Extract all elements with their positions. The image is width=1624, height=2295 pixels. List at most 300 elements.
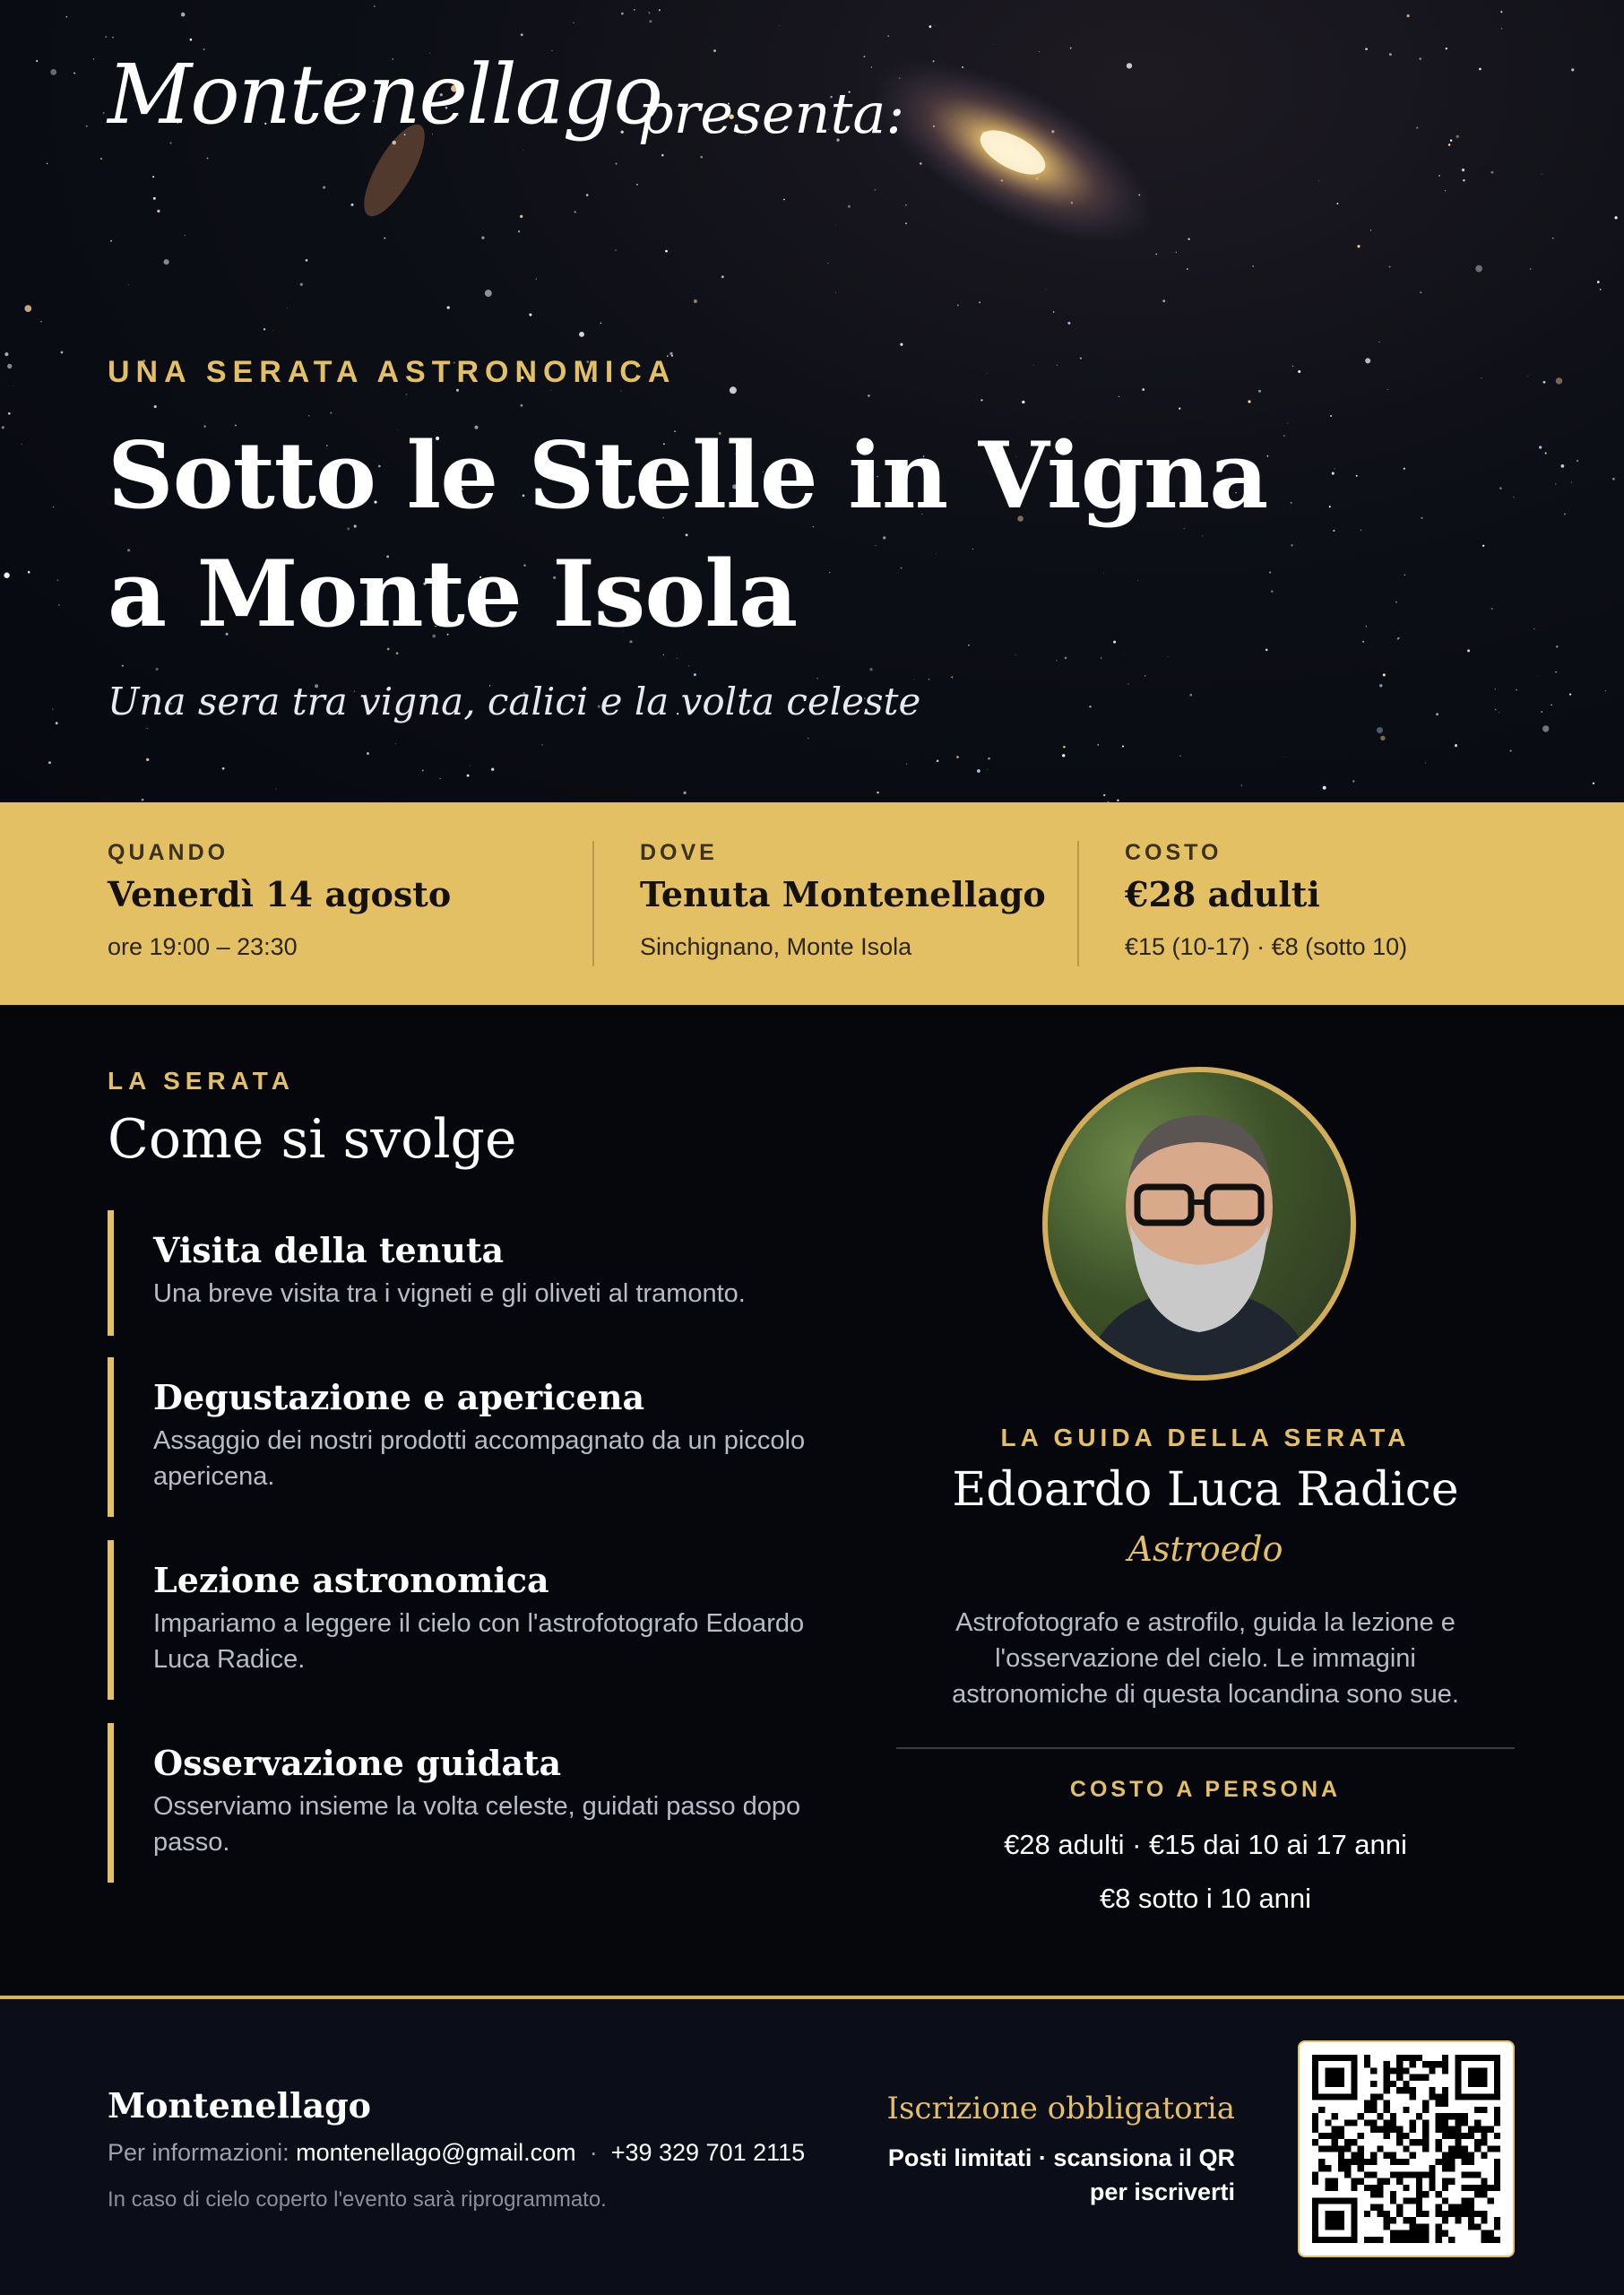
footer-brand: Montenellago (108, 2085, 371, 2126)
qr-module (1442, 2178, 1448, 2185)
qr-module (1442, 2061, 1448, 2067)
star (1499, 487, 1502, 489)
qr-module (1396, 2159, 1403, 2165)
star (1292, 366, 1293, 367)
qr-module (1364, 2185, 1370, 2191)
qr-module (1332, 2113, 1338, 2119)
star (447, 306, 450, 308)
qr-module (1384, 2152, 1390, 2159)
star (1336, 203, 1338, 204)
qr-module (1448, 2126, 1455, 2133)
qr-module (1396, 2133, 1403, 2139)
price-line: €8 sotto i 10 anni (1099, 1883, 1312, 1914)
qr-module (1416, 2237, 1422, 2243)
star (1561, 464, 1565, 468)
star (185, 235, 186, 236)
qr-module (1416, 2197, 1422, 2204)
star (1475, 265, 1482, 273)
qr-module (1338, 2165, 1344, 2171)
qr-module (1396, 2171, 1403, 2178)
guide-bio: Astrofotografo e astrofilo, guida la lezione e l'osservazione del cielo. Le immagini astronomiche di questa locandina sono sue. (952, 1608, 1459, 1709)
qr-module (1468, 2223, 1474, 2230)
star (440, 778, 441, 779)
info-detail: €15 (10-17) · €8 (sotto 10) (1125, 933, 1408, 960)
qr-module (1370, 2067, 1377, 2074)
qr-finder (1351, 2055, 1357, 2100)
star (60, 351, 63, 354)
star (491, 768, 494, 771)
star (1467, 649, 1470, 652)
step-description: Impariamo a leggere il cielo con l'astrofotografo Edoardo Luca Radice. (153, 1609, 805, 1674)
star (1555, 483, 1557, 485)
qr-module (1481, 2126, 1487, 2133)
info-label: DOVE (640, 840, 718, 865)
info-detail: ore 19:00 – 23:30 (108, 933, 298, 960)
star (979, 301, 980, 303)
qr-module (1370, 2119, 1377, 2126)
qr-module (1364, 2237, 1370, 2243)
event-title-line: Sotto le Stelle in Vigna (108, 422, 1268, 530)
star (222, 767, 225, 770)
qr-module (1384, 2217, 1390, 2223)
star (374, 5, 376, 7)
star (730, 386, 737, 394)
star (659, 9, 661, 11)
star (665, 250, 668, 253)
qr-module (1462, 2119, 1468, 2126)
star (1045, 289, 1046, 290)
star (621, 391, 622, 392)
qr-module (1312, 2113, 1318, 2119)
step-description: Assaggio dei nostri prodotti accompagnato da un piccolo apericena. (153, 1426, 806, 1491)
guide-alias: Astroedo (1127, 1529, 1283, 1569)
star (987, 769, 988, 770)
qr-module (1462, 2211, 1468, 2217)
qr-module (1488, 2197, 1494, 2204)
qr-module (1390, 2113, 1396, 2119)
info-value: €28 adulti (1125, 874, 1320, 914)
star (1420, 291, 1421, 293)
qr-module (1494, 2178, 1500, 2185)
star (276, 789, 277, 790)
qr-module (1455, 2217, 1461, 2223)
star (1425, 763, 1426, 764)
star (1318, 180, 1319, 181)
qr-finder (1312, 2093, 1358, 2100)
qr-module (1390, 2230, 1396, 2237)
qr-module (1442, 2159, 1448, 2165)
qr-module (1494, 2119, 1500, 2126)
qr-module (1429, 2061, 1435, 2067)
star (694, 673, 696, 676)
star (1545, 452, 1547, 454)
qr-module (1436, 2139, 1442, 2145)
qr-module (1318, 2133, 1325, 2139)
hero-section (0, 0, 1624, 802)
qr-finder (1455, 2055, 1461, 2100)
qr-module (1370, 2107, 1377, 2113)
star (621, 13, 624, 15)
qr-module (1377, 2178, 1383, 2185)
star (634, 9, 635, 11)
star (1298, 370, 1300, 373)
qr-module (1351, 2152, 1357, 2159)
star (1570, 481, 1572, 483)
star (1080, 357, 1082, 359)
qr-module (1332, 2145, 1338, 2152)
star (1057, 365, 1058, 366)
qr-module (1481, 2133, 1487, 2139)
star (48, 761, 51, 764)
star (1387, 389, 1388, 390)
star (1509, 749, 1511, 751)
star (1285, 757, 1286, 758)
registration-title: Iscrizione obbligatoria (886, 2091, 1235, 2126)
star (683, 792, 686, 794)
star (663, 654, 664, 655)
qr-module (1377, 2237, 1383, 2243)
star (1357, 245, 1360, 247)
qr-module (1481, 2230, 1487, 2237)
qr-module (1403, 2237, 1409, 2243)
qr-module (1468, 2126, 1474, 2133)
info-label: QUANDO (108, 840, 229, 865)
qr-module (1468, 2133, 1474, 2139)
step-title: Osservazione guidata (153, 1743, 562, 1783)
qr-module (1481, 2237, 1487, 2243)
qr-module (1384, 2107, 1390, 2113)
qr-module (1442, 2093, 1448, 2100)
star (1455, 744, 1457, 747)
qr-module (1377, 2093, 1383, 2100)
qr-module (1332, 2139, 1338, 2145)
qr-module (1364, 2061, 1370, 2067)
qr-module (1422, 2074, 1429, 2081)
qr-module (1422, 2171, 1429, 2178)
guide-portrait-icon (1048, 1072, 1351, 1375)
star (536, 278, 537, 279)
star (154, 405, 157, 408)
qr-module (1442, 2055, 1448, 2061)
info-label: COSTO (1125, 840, 1222, 865)
qr-module (1384, 2126, 1390, 2133)
qr-module (1494, 2165, 1500, 2171)
star (1168, 656, 1169, 657)
qr-module (1351, 2119, 1357, 2126)
info-detail: Sinchignano, Monte Isola (640, 933, 912, 960)
qr-module (1429, 2178, 1435, 2185)
star (1323, 786, 1326, 790)
qr-module (1370, 2185, 1377, 2191)
qr-module (1396, 2211, 1403, 2217)
qr-module (1455, 2119, 1461, 2126)
qr-module (1410, 2152, 1416, 2159)
qr-finder (1312, 2055, 1358, 2061)
qr-module (1410, 2197, 1416, 2204)
qr-module (1422, 2191, 1429, 2197)
qr-module (1481, 2178, 1487, 2185)
star (1593, 783, 1594, 784)
qr-module (1410, 2237, 1416, 2243)
star (1127, 683, 1128, 684)
qr-module (1416, 2204, 1422, 2211)
star (65, 16, 67, 18)
qr-module (1377, 2126, 1383, 2133)
qr-module (1403, 2171, 1409, 2178)
qr-module (1474, 2171, 1481, 2178)
qr-module (1442, 2100, 1448, 2107)
star (977, 769, 980, 773)
presenta-text: presenta: (638, 81, 905, 146)
star (207, 158, 209, 160)
qr-module (1377, 2211, 1383, 2217)
qr-module (1468, 2204, 1474, 2211)
star (1179, 408, 1180, 410)
contact-phone[interactable]: +39 329 701 2115 (610, 2139, 806, 2166)
star (4, 352, 8, 356)
qr-module (1312, 2126, 1318, 2133)
qr-module (1416, 2178, 1422, 2185)
qr-module (1481, 2217, 1487, 2223)
price-line: €28 adulti · €15 dai 10 ai 17 anni (1004, 1829, 1407, 1860)
star (779, 25, 780, 26)
qr-finder (1455, 2093, 1500, 2100)
qr-module (1318, 2107, 1325, 2113)
qr-module (1448, 2159, 1455, 2165)
star (615, 249, 616, 250)
qr-module (1416, 2211, 1422, 2217)
star (1067, 322, 1070, 325)
section-label: LA SERATA (108, 1067, 296, 1095)
qr-module (1462, 2197, 1468, 2204)
qr-module (1338, 2133, 1344, 2139)
qr-module (1416, 2055, 1422, 2061)
qr-module (1481, 2107, 1487, 2113)
star (1395, 602, 1397, 603)
qr-module (1410, 2093, 1416, 2100)
qr-module (1358, 2152, 1364, 2159)
star (1142, 388, 1145, 391)
qr-module (1442, 2087, 1448, 2093)
qr-module (1364, 2159, 1370, 2165)
qr-module (1370, 2152, 1377, 2159)
qr-module (1384, 2087, 1390, 2093)
star (142, 799, 144, 801)
star (1419, 57, 1421, 60)
qr-module (1422, 2230, 1429, 2237)
star (103, 112, 105, 114)
star (1015, 654, 1016, 655)
qr-module (1481, 2185, 1487, 2191)
star (869, 668, 872, 671)
star (7, 364, 12, 368)
qr-module (1384, 2119, 1390, 2126)
qr-module (1494, 2159, 1500, 2165)
star (1416, 126, 1418, 128)
qr-module (1390, 2119, 1396, 2126)
info-band (0, 802, 1624, 1005)
star (877, 792, 878, 793)
star (980, 399, 982, 401)
qr-module (1358, 2159, 1364, 2165)
qr-module (1436, 2159, 1442, 2165)
qr-finder (1325, 2211, 1344, 2230)
qr-module (1474, 2223, 1481, 2230)
qr-module (1332, 2126, 1338, 2133)
qr-module (1474, 2145, 1481, 2152)
star (935, 25, 936, 26)
qr-module (1351, 2185, 1357, 2191)
qr-module (1410, 2223, 1416, 2230)
star (40, 321, 41, 322)
qr-module (1436, 2126, 1442, 2133)
star (1612, 478, 1615, 481)
qr-module (1436, 2211, 1442, 2217)
star (1063, 746, 1066, 749)
qr-module (1442, 2152, 1448, 2159)
star (1530, 268, 1532, 270)
star (1445, 190, 1447, 192)
qr-module (1422, 2119, 1429, 2126)
qr-finder (1455, 2055, 1500, 2061)
qr-module (1396, 2055, 1403, 2061)
star (835, 224, 836, 225)
qr-module (1481, 2139, 1487, 2145)
step-title: Visita della tenuta (153, 1230, 505, 1270)
star (1552, 238, 1554, 239)
qr-module (1442, 2230, 1448, 2237)
star (1362, 641, 1364, 643)
qr-module (1384, 2223, 1390, 2230)
star (50, 69, 56, 75)
qr-module (1312, 2139, 1318, 2145)
qr-module (1390, 2217, 1396, 2223)
contact-prefix: Per informazioni: (108, 2139, 289, 2166)
qr-module (1436, 2113, 1442, 2119)
qr-module (1344, 2165, 1351, 2171)
qr-module (1403, 2217, 1409, 2223)
qr-code[interactable] (1298, 2040, 1515, 2257)
qr-module (1318, 2145, 1325, 2152)
qr-module (1410, 2230, 1416, 2237)
star (1404, 575, 1405, 576)
qr-module (1325, 2165, 1331, 2171)
star (1491, 608, 1493, 610)
star (66, 74, 67, 75)
qr-module (1312, 2178, 1318, 2185)
qr-module (1338, 2145, 1344, 2152)
qr-module (1494, 2133, 1500, 2139)
star (1366, 626, 1367, 627)
qr-module (1325, 2178, 1331, 2185)
star (1098, 744, 1100, 746)
qr-module (1318, 2159, 1325, 2165)
qr-module (1494, 2107, 1500, 2113)
qr-finder (1312, 2197, 1358, 2204)
star (1513, 497, 1515, 498)
star (1379, 684, 1382, 687)
star (1404, 468, 1405, 470)
star (86, 126, 88, 127)
star (1179, 755, 1181, 757)
star (1022, 401, 1024, 403)
qr-finder (1494, 2055, 1500, 2100)
star (1122, 746, 1124, 748)
star (574, 211, 576, 212)
star (700, 156, 703, 159)
qr-module (1436, 2061, 1442, 2067)
qr-module (1358, 2113, 1364, 2119)
qr-module (1488, 2126, 1494, 2133)
qr-module (1494, 2223, 1500, 2230)
qr-module (1422, 2061, 1429, 2067)
qr-module (1325, 2119, 1331, 2126)
qr-module (1390, 2152, 1396, 2159)
qr-module (1384, 2074, 1390, 2081)
qr-module (1358, 2165, 1364, 2171)
star (951, 676, 953, 678)
qr-module (1448, 2152, 1455, 2159)
star (1605, 690, 1606, 691)
star (1600, 289, 1602, 290)
star (1539, 446, 1542, 448)
qr-module (1422, 2139, 1429, 2145)
qr-module (1384, 2211, 1390, 2217)
qr-module (1448, 2165, 1455, 2171)
star (1537, 676, 1538, 677)
star (661, 154, 664, 157)
qr-module (1468, 2171, 1474, 2178)
qr-module (1403, 2133, 1409, 2139)
star (987, 373, 988, 374)
star (1500, 11, 1502, 13)
qr-module (1442, 2185, 1448, 2191)
star (1438, 175, 1440, 177)
qr-module (1416, 2230, 1422, 2237)
qr-module (1494, 2185, 1500, 2191)
qr-module (1448, 2145, 1455, 2152)
star (649, 20, 652, 22)
star (1495, 709, 1497, 711)
qr-module (1455, 2113, 1461, 2119)
qr-module (1403, 2230, 1409, 2237)
star (1062, 754, 1065, 757)
qr-finder (1312, 2237, 1358, 2243)
star (122, 665, 124, 667)
star (827, 263, 828, 264)
footer-note: In caso di cielo coperto l'evento sarà riprogrammato. (108, 2187, 607, 2212)
qr-module (1312, 2119, 1318, 2126)
qr-module (1474, 2185, 1481, 2191)
qr-module (1364, 2100, 1370, 2107)
contact-email[interactable]: montenellago@gmail.com (296, 2139, 576, 2166)
star (1569, 693, 1571, 695)
qr-module (1442, 2217, 1448, 2223)
qr-module (1455, 2139, 1461, 2145)
qr-module (1396, 2061, 1403, 2067)
qr-module (1403, 2197, 1409, 2204)
qr-module (1364, 2055, 1370, 2061)
star (1033, 365, 1034, 366)
qr-module (1370, 2093, 1377, 2100)
qr-module (1455, 2126, 1461, 2133)
star (957, 305, 959, 307)
qr-module (1462, 2152, 1468, 2159)
qr-module (1416, 2171, 1422, 2178)
qr-module (1416, 2185, 1422, 2191)
star (929, 25, 931, 28)
star (600, 323, 601, 324)
